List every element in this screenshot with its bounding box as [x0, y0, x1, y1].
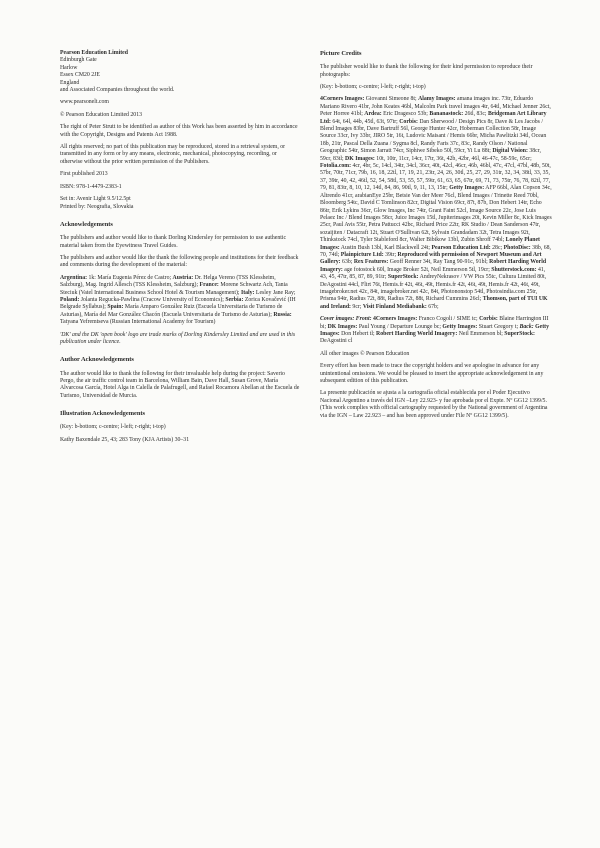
agency-label: Corbis:: [399, 118, 418, 125]
reviewer-names: Jolanta Regucka-Pawlina (Cracow University of Economics);: [79, 296, 226, 303]
agency-label: Visit Finland Mediabank:: [362, 303, 427, 310]
reviewer-names: Morene Schwartz Ach, Tania Steciuk (Vatel International Business School Hotel & Tourism Management);: [60, 282, 288, 296]
reviewer-names: Lesley Jane Ray;: [254, 289, 296, 296]
website: www.pearsonelt.com: [60, 99, 109, 106]
agency-label: Ardea:: [364, 111, 382, 118]
reviewer-names: 1k: María Eugenia Pérez de Castro;: [87, 274, 173, 281]
credit-text: 9cr;: [350, 303, 363, 310]
agency-label: SuperStock:: [387, 274, 419, 281]
credit-text: 28c;: [490, 244, 504, 251]
country-label: Spain:: [107, 304, 124, 311]
picture-credits-intro: The publisher would like to thank the following for their kind permission to reproduce their photographs:: [320, 64, 533, 78]
agency-label: Pearson Education Ltd:: [431, 244, 491, 251]
address-line: Harlow: [60, 64, 78, 71]
credit-text: Giovanni Simeone 8t;: [364, 96, 419, 103]
country-label: Austria:: [172, 274, 194, 281]
right-column: [320, 50, 552, 425]
agency-label: Digital Vision:: [492, 148, 528, 155]
typesetting-info: [60, 196, 300, 211]
credit-text: Blaine Harrington III bi;: [320, 316, 549, 330]
credit-text: DeAgostini cl: [320, 338, 353, 345]
back-label: Back:: [519, 323, 536, 330]
credit-text: Eric Dragesco 53b;: [381, 111, 430, 118]
author-rights-paragraph: The right of Peter Strutt to be identified as author of this Work has been asserted by him in accordance with the Copyright, Designs and Patents Act 1988.: [60, 124, 298, 138]
address-line: England: [60, 79, 80, 86]
credit-text: Stuart Gregory t;: [477, 323, 520, 330]
copyright-tracing-notice: Every effort has been made to trace the copyright holders and we apologise in advance for any unintentional omissions. We would be pleased to insert the appropriate acknowledgement in any subsequent edition of this publication.: [320, 363, 544, 385]
country-label: Argentina:: [60, 274, 88, 281]
agency-label: DK Images:: [327, 323, 358, 330]
credit-text: amana images inc. 73tr, Eduardo Mariano Rivero 41br, John Keates 46bl, Malcolm Park travel images 4tr, 64tl, Michael Jenner 26ct, Peter Horree 41bl;: [320, 96, 551, 118]
isbn: ISBN: 978-1-4479-2383-1: [60, 183, 122, 190]
country-label: Italy:: [240, 289, 255, 296]
argentina-cartography-notice: La presente publicación se ajusta a la cartografía oficial establecida por el Poder Ejecutivo Nacional Argentino a través del IGN –Ley 22.923- y fue aprobada por el Expte. Nº GG12 1399/5. (This work complies with official cartography requested by the National government of Argentina via the IGN – Law 22.923 – and has been approved under File Nº GG12 1399/5).: [320, 390, 548, 419]
agency-label: Thomson, part of TUI UK and Ireland:: [320, 296, 548, 310]
credit-text: Franco Cogoli / SIME tc;: [417, 316, 480, 323]
country-label: Serbia:: [225, 296, 244, 303]
agency-label: Reproduced with permission of Newport Museum and Art Gallery:: [320, 251, 542, 266]
illustration-acknowledgements-heading: Illustration Acknowledgements: [60, 410, 146, 418]
country-label: Russia:: [273, 311, 292, 318]
credit-text: 38cr, 59cr, 83tl;: [320, 148, 541, 162]
credit-text: 10t, 10tr, 11cr, 14cr, 17tr, 36t, 42b, 42br, 46l, 46-47c, 58-59c, 65cr;: [374, 155, 532, 162]
publisher-address: [60, 50, 300, 94]
agency-label: PhotoDisc:: [503, 244, 531, 251]
picture-credits-list: [320, 96, 552, 311]
reviewer-names: Zorica Kovačević (IH Belgrade Syllabus);: [60, 296, 296, 311]
credit-text: 41, 43, 45, 47tr, 85, 87, 89, 91tr;: [320, 266, 546, 281]
agency-label: Getty Images:: [442, 323, 478, 330]
credit-text: Paul Young / Departure Lounge bc;: [357, 323, 443, 330]
acknowledgements-heading: Acknowledgements: [60, 220, 113, 228]
agency-label: SuperStock:: [504, 331, 535, 337]
agency-label: Robert Harding World Imagery:: [376, 331, 458, 337]
credit-text: Neil Emmerson bl;: [457, 331, 505, 337]
left-column: [60, 50, 300, 449]
credit-text: Austin Bush 13bl, Karl Blackwell 24t;: [339, 244, 432, 251]
agency-label: 4Corners Images:: [320, 96, 365, 103]
credit-text: 67b;: [426, 303, 439, 310]
dk-trademark-notice: 'DK' and the DK 'open book' logo are trade marks of Dorling Kindersley Limited and are used in this publication under licence.: [60, 331, 296, 345]
credit-text: 38b, 68, 70, 74tl;: [320, 244, 551, 258]
address-line: Edinburgh Gate: [60, 57, 97, 64]
reviewer-names: María Amparo González Ruiz (Escuela Universitaria de Turismo de Asturias), María del Mar González Chacón (Escuela Universitaria de Turismo de Asturias);: [60, 304, 283, 318]
copyright-notice: © Pearson Education Limited 2013: [60, 111, 143, 118]
credit-text: 39tr;: [383, 251, 398, 258]
agency-label: Alamy Images:: [418, 96, 456, 103]
ack-paragraph-reviewers: The publishers and author would like the thank the following people and institutions for their feedback and comments during the development of the material:: [60, 254, 299, 269]
front-label: Front:: [355, 316, 373, 323]
agency-label: Plainpicture Ltd:: [340, 251, 384, 258]
reviewer-list: [60, 275, 300, 327]
all-rights-reserved-paragraph: All rights reserved; no part of this publication may be reproduced, stored in a retrieval system, or transmitted in any form or by any means, electronic, mechanical, photocopying, recording, or otherwise without the prior written permission of the Publishers.: [60, 144, 286, 165]
agency-label: Lonely Planet Images:: [320, 237, 540, 251]
illustration-key: (Key: b-bottom; c-centre; l-left; r-right; t-top): [60, 424, 166, 431]
credit-text: 63b;: [340, 259, 354, 266]
address-line: Essex CM20 2JE: [60, 72, 100, 79]
publisher-name: Pearson Education Limited: [60, 50, 128, 56]
agency-label: Rex Features:: [353, 259, 389, 266]
credit-text: Don Hebert tl;: [339, 331, 377, 337]
agency-label: Corbis:: [479, 316, 498, 323]
credit-text: AndreyNekrasov / VW Pics 55tc, Cultura Limited 80t, DeAgostini 44cl, Flirt 76t, Hemis.fr 42t, 46t, 49t, Hemis.fr 42t, 46t, 49t, Hemis.fr 42t, 46t, 49t, imagebroker.net 42c, 84t, imagebroker.net 42c, 84t, Photononstop 54tl, Photosindia.com 25tr, Prisma 94tr, Radius 72t, 88t, Radius 72t, 88t, Richard Cummins 26cl;: [320, 274, 547, 303]
agency-label: Bridgeman Art Library Ltd:: [320, 111, 547, 125]
credit-text: 64t, 64l, 44b, 45tl, 63t, 97tr;: [330, 118, 400, 125]
address-line: and Associated Companies throughout the world.: [60, 87, 175, 94]
credit-text: 4cr, 4br, 5c, 14cl, 34tr, 34cl, 36cr, 40t, 42cl, 46cr, 46b, 46bl, 47c, 47cl, 47bl, 48b, 50t, 57br, 70tr, 71cr, 79b, 16, 18, 22tl, 17, 19, 21, 23tr, 24, 26, 30tl, 25, 27, 29, 31tr, 32, 34, 38tl, 33, 35, 37, 39tr, 40, 42, 46tl, 52, 54, 58tl, 53, 55, 57, 59tr, 61, 63, 65, 67tr, 69, 71, 73, 75tr, 76, 78, 82tl, 77, 79, 81, 83tr, 8, 10, 12, 14tl, 84, 86, 90tl, 9, 11, 13, 15tr;: [320, 163, 551, 192]
country-label: Poland:: [60, 296, 80, 303]
credit-text: Dan Sherwood / Design Pics 8r, Dave & Les Jacobs / Blend Images 83br, Dave Bartruff 56l, George Hunter 42cr, Hoberman Collection 58r, Image Source 33cr, Ivy 33br, JIRO 5tr, 16t, Ludovic Maisant / Hemis 66br, Micha Pawlitzki 34tl, Ocean 18b, 21tr, Pascal Della Zuana / Sygma 8cl, Randy Faris 37c, 83c, Randy Olson / National Geographic 54tr, Simon Jarratt 74cr, Siphiwe Sibeko 50l, 59cr, Yi Lu 88t;: [320, 118, 547, 155]
country-label: France:: [199, 282, 219, 289]
reviewer-names: Tatyana Yefremtseva (Russian International Academy for Tourism): [60, 319, 216, 326]
agency-label: Bananastock:: [429, 111, 464, 118]
set-in: Set in: Avenir Light 9.5/12.5pt: [60, 196, 131, 203]
ack-paragraph-dk: The publishers and author would like to thank Dorling Kindersley for permission to use authentic material taken from the Eyewitness Travel Guides.: [60, 235, 287, 249]
credit-text: Geoff Renner 34t, Ray Tang 90-91c, 91bl;: [388, 259, 490, 266]
author-acknowledgements-heading: Author Acknowledgements: [60, 356, 134, 364]
agency-label: DK Images:: [345, 155, 375, 162]
agency-label: Shutterstock.com:: [491, 266, 537, 273]
first-published: First published 2013: [60, 171, 108, 178]
agency-label: 4Corners Images:: [373, 316, 418, 323]
credit-text: AFP 66bl, Alan Copson 34c, Altrendo 41cr, arabianEye 25br, Betsie Van der Meer 76cl, Blend Images / Trinette Reed 70bl, Bloomberg 54tc, David C Tomlinson 82cr, Digital Vision 69cr, 87t, 87b, Don Hebert 14tr, Echo 86tr, Erik Lykins 36cr, Glow Images, Inc 74tr, Grant Faint 52cl, Image Source 22c, Jose Luis Pelaez Inc / Blend Images 58cr, Juice Images 15tl, Jupiterimages 20t, Kevin Miller 8c, Kick Images 25cr, Paul Avis 55tr, Petra Pattucci 42bc, Richard Price 22tr, RK Studio / Dean Sanderson 47tr, sozaijiten / Datacraft 12t, Stuart O'Sullivan 62t, Sylvain Grandadam 32t, Tetra Images 92t, Thinkstock 74cl, Tyler Stableford 8cr, Walter Bibikow 13bl, Zubin Shroff 74bl;: [320, 185, 552, 244]
printed-by: Printed by: Neografia, Slovakia: [60, 203, 134, 210]
other-images-notice: All other images © Pearson Education: [320, 350, 410, 357]
agency-label: Fotolia.com:: [320, 163, 352, 170]
agency-label: Getty Images:: [449, 185, 485, 192]
agency-label: Robert Harding World Imagery:: [320, 259, 547, 273]
cover-images-label: Cover images:: [320, 316, 356, 323]
cover-image-credits: [320, 316, 552, 346]
picture-credits-key: (Key: b-bottom; c-centre; l-left; r-right; t-top): [320, 84, 426, 90]
credit-text: age fotostock 60l, Image Broker 52t, Neil Emmerson 5tl, 19cr;: [342, 266, 492, 273]
author-acknowledgements-paragraph: The author would like to thank the following for their invaluable help during the project: Saverio Pergo, the air traffic control team in Barcelona, William Bain, Dave Hall, Susan Grove, María Alvarcosa García, Hotel Alga in Calella de Palafrugell, and Rafael Rocamora Abellan at the Escuela de Turismo, Universidad de Murcia.: [60, 370, 300, 399]
agency-label: Getty Images:: [320, 323, 549, 337]
reviewer-names: Dr. Helga Vereno (TSS Klessheim, Salzburg), Mag. Ingrid Allesch (TSS Klessheim, Salzburg);: [60, 274, 276, 289]
credit-text: 26tl, 83c;: [463, 111, 488, 118]
picture-credits-heading: Picture Credits: [320, 50, 362, 57]
illustration-credits: Kathy Baxendale 25, 43; 283 Tony (KJA Artists) 30–31: [60, 436, 190, 443]
